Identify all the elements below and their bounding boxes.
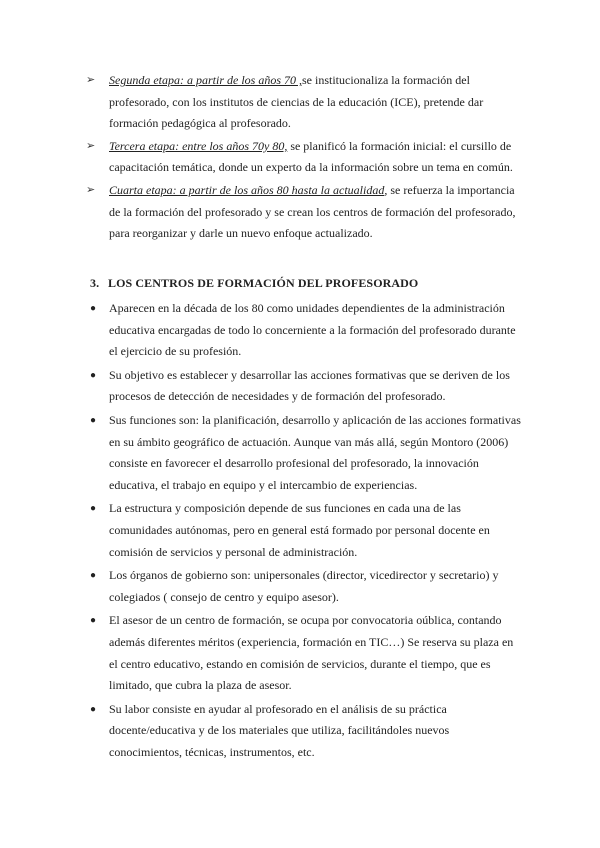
stage-item: [84, 180, 524, 245]
stage-title: Segunda etapa: a partir de los años 70 ,: [109, 73, 302, 87]
list-item-text: Aparecen en la década de los 80 como unidades dependientes de la administración educativa encargadas de todo lo concerniente a la formación del profesorado durante el ejercicio de su profesión.: [109, 301, 516, 359]
section-title: LOS CENTROS DE FORMACIÓN DEL PROFESORADO: [108, 276, 419, 290]
bullet-dot-icon: ●: [90, 615, 97, 627]
list-item-text: El asesor de un centro de formación, se ocupa por convocatoria oública, contando además diferentes méritos (experiencia, formación en TIC…) Se reserva su plaza en el centro educativo, estando en comisión de servicios, durante el tiempo, que es limitado, que cubra la plaza de asesor.: [109, 613, 514, 693]
list-item-text: Los órganos de gobierno son: unipersonales (director, vicedirector y secretario) y colegiados ( consejo de centro y equipo asesor).: [109, 568, 499, 604]
list-item-text: Su objetivo es establecer y desarrollar las acciones formativas que se deriven de los procesos de detección de necesidades y de formación del profesorado.: [109, 367, 510, 404]
bullet-dot-icon: ●: [90, 703, 97, 715]
bullet-dot-icon: ●: [90, 570, 97, 582]
bullet-dot-icon: ●: [90, 414, 97, 426]
list-item: [84, 410, 524, 496]
list-item: [84, 565, 524, 608]
bullet-dot-icon: ●: [90, 369, 97, 381]
bullet-dot-icon: ●: [90, 503, 97, 515]
list-item-text: Su labor consiste en ayudar al profesorado en el análisis de su práctica docente/educativa y de los materiales que utiliza, facilitándoles nuevos conocimientos, técnicas, instrumentos, etc.: [109, 701, 450, 759]
stage-item: [84, 70, 524, 135]
arrow-bullet-icon: ➢: [86, 74, 96, 86]
stage-text: se planificó la formación inicial: el cursillo de capacitación temática, donde un experto da la información sobre un tema en común.: [109, 138, 513, 175]
stage-title: Tercera etapa: entre los años 70y 80,: [109, 138, 288, 153]
stages-list: [84, 70, 524, 246]
section-heading: [90, 276, 418, 291]
stage-text: , se refuerza la importancia de la formación del profesorado y se crean los centros de formación del profesorado, para reorganizar y darle un nuevo enfoque actualizado.: [109, 182, 516, 241]
stage-title: Cuarta etapa: a partir de los años 80 hasta la actualidad: [109, 182, 385, 197]
arrow-bullet-icon: ➢: [86, 183, 96, 196]
list-item-text: Sus funciones son: la planificación, desarrollo y aplicación de las acciones formativas en su ámbito geográfico de actuación. Aunque van más allá, según Montoro (2006) consiste en favorecer el desarrollo profesional del profesorado, la innovación educativa, el trabajo en equipo y el intercambio de experiencias.: [109, 412, 521, 492]
list-item: [84, 610, 524, 696]
stage-item: [84, 136, 524, 179]
list-item-text: La estructura y composición depende de sus funciones en cada una de las comunidades autónomas, pero en general está formado por personal docente en comisión de servicios y personal de administración.: [109, 501, 490, 559]
stage-text: se institucionaliza la formación del profesorado, con los institutos de ciencias de la educación (ICE), pretende dar formación pedagógica al profesorado.: [109, 73, 484, 131]
bullet-list: [84, 298, 524, 765]
arrow-bullet-icon: ➢: [86, 139, 96, 152]
section-number: 3.: [90, 276, 100, 290]
list-item: [84, 699, 524, 764]
list-item: [84, 365, 524, 408]
bullet-dot-icon: ●: [90, 303, 97, 314]
list-item: [84, 298, 524, 363]
list-item: [84, 498, 524, 563]
